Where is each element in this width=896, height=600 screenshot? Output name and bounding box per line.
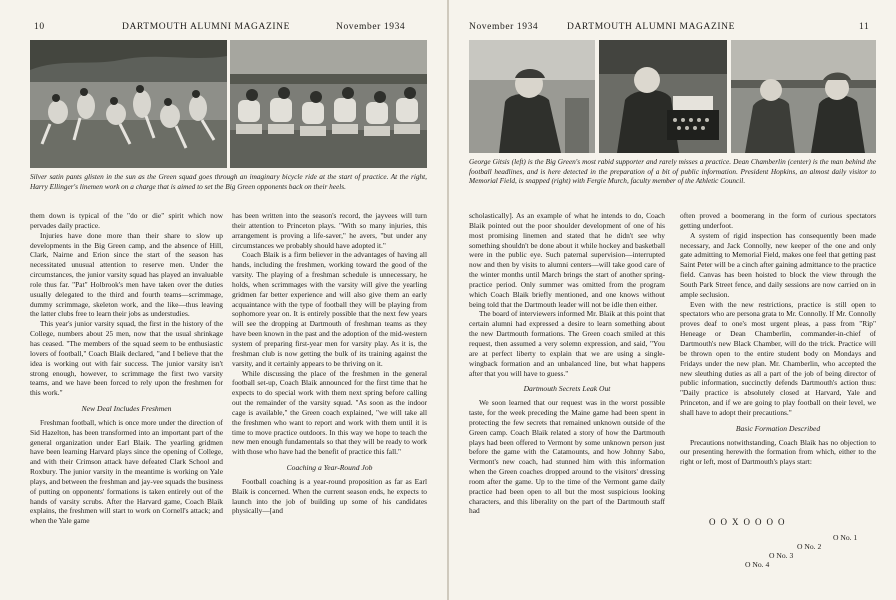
- formation-position-4: O No. 4: [745, 560, 770, 569]
- formation-position-1: O No. 1: [833, 533, 858, 542]
- left-issue-date: November 1934: [336, 22, 406, 32]
- formation-diagram: [709, 518, 857, 569]
- section-heading: Basic Formation Described: [735, 423, 821, 433]
- section-heading: Dartmouth Secrets Leak Out: [523, 384, 611, 394]
- left-column-1: [30, 211, 223, 526]
- right-page: [449, 0, 896, 600]
- paragraph: Even with the new restrictions, practice is still open to spectators who are persona grata to Mr. Connolly. If Mr. Connolly proves deaf to one's most urgent pleas, a pass from "Rip" Heneage or Dean Chamberlin, commander-in-chief of Dartmouth's new Black Chamber, will do the trick. Practice will be thrown open to the entire student body on Mondays and Fridays under the new plan. Mr. Chamberlin, who accepted the new sleuthing duties as all a part of the job of being director of public information, succinctly defends Dartmouth's action thus: "Daily practice is absolutely closed at Harvard, Yale and Princeton, and if we are going to play football on their level, we shall have to adopt their precautions.": [680, 299, 876, 417]
- formation-position-3: O No. 3: [769, 551, 794, 560]
- left-page-number: 10: [34, 22, 45, 32]
- paragraph: them down is typical of the "do or die" spirit which now pervades daily practice.: [30, 211, 223, 230]
- left-page: [0, 0, 447, 600]
- right-issue-date: November 1934: [469, 22, 539, 32]
- paragraph: A system of rigid inspection has consequently been made necessary, and Jack Connolly, new keeper of the one and only gate admitting to Memorial Field, makes one feel that getting past Saint Peter will be a cinch after gaining admittance to the practice field. Canvas has been hoisted to block the view through the South Park Street fence, and daily sessions are now carried on in ample seclusion.: [680, 230, 876, 299]
- left-column-2: [232, 211, 427, 516]
- paragraph: This year's junior varsity squad, the first in the history of the College, numbers about 25 men, now that the usual shrinkage has ceased. "The members of the squad seem to be enthusiastic lovers of football," Coach Blaik declared, "and I believe that the idea is working out with fair success. The junior varsity isn't strong enough, however, to scrimmage the first two varsity teams, and we have been forced to rely upon the freshmen for this work.": [30, 319, 223, 398]
- right-page-number: 11: [859, 22, 870, 32]
- right-photo-caption: George Gitsis (left) is the Big Green's most rabid supporter and rarely misses a practice. Dean Chamberlin (center) is the man behind the football headlines, and is here detected in the preparation of a bit of public information. President Hopkins, an almost daily visitor to Memorial Field, is snapped (right) with Fergie Murch, faculty member of the Athletic Council.: [469, 157, 876, 186]
- paragraph: scholastically]. As an example of what he intends to do, Coach Blaik pointed out the poor shoulder development of one of his most promising linemen and stated that he didn't see why something shouldn't be done about it while hockey and basketball were in the public eye. Such paternal supervision—interrupted now and then by visits to alumni centers—will take good care of the winter months until March brings the start of another spring-practice period. Only summer was omitted from the program which Coach Blaik briefly mentioned, and one knows without being told that the Dartmouth leader will not be idle then either.: [469, 211, 665, 309]
- formation-line: OOXOOOO: [709, 517, 790, 527]
- section-heading: Coaching a Year-Round Job: [286, 463, 373, 473]
- right-column-2: [680, 211, 876, 467]
- paragraph: has been written into the season's record, the jayvees will turn their attention to Princeton plays. "With so many injuries, this arrangement is proving a life-saver," he avers, "but under any circumstances we probably should have adopted it.": [232, 211, 427, 250]
- right-column-1: [469, 211, 665, 516]
- practice-photo-linemen: [230, 40, 427, 168]
- paragraph: Precautions notwithstanding, Coach Blaik has no objection to our presenting herewith the formation from which, either to the right or left, most of Dartmouth's plays start:: [680, 437, 876, 467]
- section-heading: New Deal Includes Freshmen: [81, 404, 172, 414]
- paragraph: Injuries have done more than their share to slow up developments in the Big Green camp, and the absence of Hill, Clark, Nairne and Erion since the start of the season has necessitated unusual attention to reserve men. Under the circumstances, the junior varsity squad has played an invaluable role thus far. "Pat" Holbrook's men have taken over the duties usually delegated to the third and fourth teams—scrimmage, dummy scrimmage, skeleton work, and the like—thus leaving the latter clubs free to learn their jobs as understudies.: [30, 230, 223, 319]
- paragraph: The board of interviewers informed Mr. Blaik at this point that certain alumni had expressed a desire to learn something about the new Dartmouth formations. The Green coach smiled at this request, then assumed a very solemn expression, and said, "You are at perfect liberty to explain that we are using a single-wingback formation and an unbalanced line, but what happens after that you will have to guess.": [469, 309, 665, 378]
- photo-president-hopkins: [731, 40, 876, 153]
- left-photo-caption: Silver satin pants glisten in the sun as the Green squad goes through an imaginary bicycle ride at the start of practice. At the right, Harry Ellinger's linemen work on a charge that is aimed to set the Big Green opponents back on their heels.: [30, 172, 427, 191]
- practice-photo-bicycle: [30, 40, 227, 168]
- paragraph: Freshman football, which is once more under the direction of Sid Hazelton, has been transformed into an important part of the general organization under Earl Blaik. The yearling gridmen have been learning Harvard plays since the opening of College, and with their Crimson attack have defeated Clark School and Roxbury. The junior varsity in the meantime is working on Yale plays, and between the freshman and jay-vee squads the business of putting on opponents' formations is taken entirely out of the hands of varsity scrubs. After the Harvard game, Coach Blaik explains, the freshmen will start to work on Cornell's attack; and when the Yale game: [30, 417, 223, 526]
- paragraph: While discussing the place of the freshmen in the general football set-up, Coach Blaik announced for the first time that he expects to do special work with them next spring before calling out the remainder of the varsity squad. "As soon as the indoor cage is available," the Green coach explained, "we will take all the freshmen who want to report and work with them until it is time to move practice outdoors. In this way we hope to teach the new men enough fundamentals so that they will be ready to work with those who have had the benefit of practice this fall.": [232, 368, 427, 457]
- left-magazine-title: DARTMOUTH ALUMNI MAGAZINE: [122, 22, 291, 32]
- paragraph: We soon learned that our request was in the worst possible taste, for the week preceding the Maine game had been spent in protecting the few secrets that remained unknown outside of the Green camp. Coach Blaik related a story of how the Dartmouth plays had been offered to Vermont by some unknown person just before the game with the Catamounts, and how Johnny Sabo, Vermont's new coach, had stunned him with this information when the Green coaches dropped around to the visitors' dressing room after the game. Up to the time of the Vermont game daily practice had been open to all but the most suspicious looking characters, and this liberality on the part of the Dartmouth staff had: [469, 398, 665, 516]
- formation-position-2: O No. 2: [797, 542, 822, 551]
- photo-george-gitsis: [469, 40, 595, 153]
- paragraph: often proved a boomerang in the form of curious spectators getting underfoot.: [680, 211, 876, 230]
- right-magazine-title: DARTMOUTH ALUMNI MAGAZINE: [567, 22, 736, 32]
- paragraph: Football coaching is a year-round proposition as far as Earl Blaik is concerned. When the current season ends, he expects to launch into the job of building up some of his candidates physically—[and: [232, 476, 427, 516]
- paragraph: Coach Blaik is a firm believer in the advantages of having all hands, including the freshmen, working toward the good of the varsity. The playing of a freshman schedule is unnecessary, he holds, when scrimmages with the varsity will give the yearling gridmen far better experience and will also give them an early acquaintance with the type of football they will be playing from sophomore year on. It is entirely possible that the next few years will see the dropping at Dartmouth of freshman teams as they have been known in the past and the adoption of the mid-western system of preparing first-year men for varsity play. As it is, the freshman club is now getting the bulk of its training against the varsity, and it certainly appears to be thriving on it.: [232, 250, 427, 368]
- photo-dean-chamberlin: [599, 40, 727, 153]
